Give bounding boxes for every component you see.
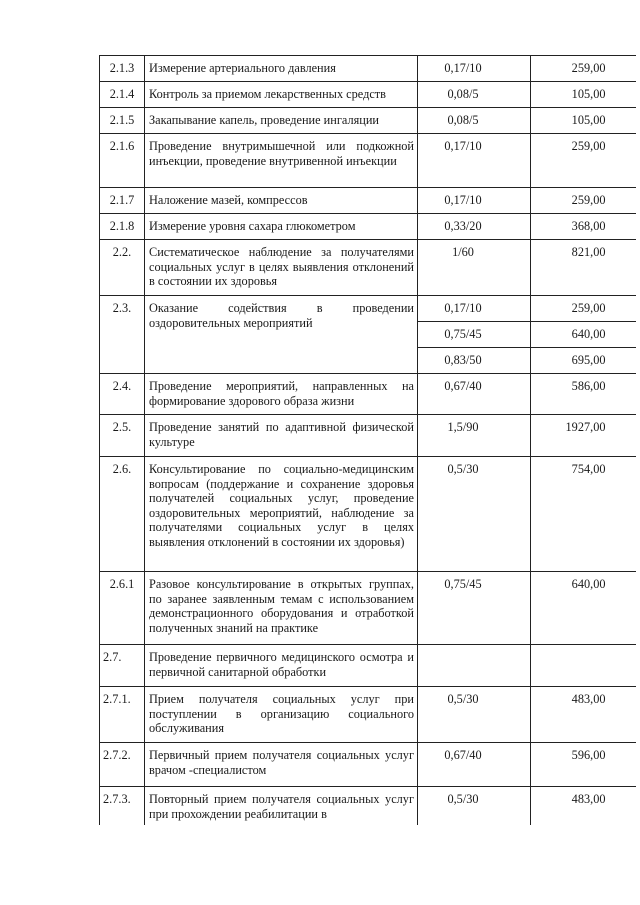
- service-price: 586,00: [531, 374, 636, 415]
- row-number: 2.1.3: [100, 56, 145, 82]
- service-description: Измерение уровня сахара глюкометром: [145, 214, 418, 240]
- service-time: 1,5/90: [418, 415, 531, 457]
- row-number: 2.1.6: [100, 134, 145, 188]
- service-price: 1927,00: [531, 415, 636, 457]
- service-price: 105,00: [531, 82, 636, 108]
- service-price: 596,00: [531, 743, 636, 787]
- service-time: 0,17/10: [418, 188, 531, 214]
- service-time: 0,75/45: [418, 322, 531, 348]
- service-description: Консультирование по социально-медицинским вопросам (поддержание и сохранение здоровья получателей социальных услуг, проведение оздоровительных мероприятий, наблюдение за получателями социальных услуг в целях выявления отклонений в состоянии их здоровья): [145, 457, 418, 572]
- table-row: [100, 240, 636, 296]
- table-row: [100, 787, 636, 825]
- service-time: 0,83/50: [418, 348, 531, 374]
- row-number: 2.7.3.: [100, 787, 145, 825]
- service-time: 0,08/5: [418, 108, 531, 134]
- row-number: 2.7.2.: [100, 743, 145, 787]
- table-row: [100, 374, 636, 415]
- service-description: Оказание содействия в проведении оздоровительных мероприятий: [145, 296, 418, 374]
- row-number: 2.3.: [100, 296, 145, 374]
- row-number: 2.1.4: [100, 82, 145, 108]
- service-price: 483,00: [531, 787, 636, 825]
- service-time: 0,17/10: [418, 134, 531, 188]
- service-price: [531, 645, 636, 687]
- service-description: Измерение артериального давления: [145, 56, 418, 82]
- row-number: 2.5.: [100, 415, 145, 457]
- service-time: 0,67/40: [418, 374, 531, 415]
- service-description: Проведение внутримышечной или подкожной инъекции, проведение внутривенной инъекции: [145, 134, 418, 188]
- row-number: 2.4.: [100, 374, 145, 415]
- service-price: 821,00: [531, 240, 636, 296]
- service-description: Контроль за приемом лекарственных средств: [145, 82, 418, 108]
- service-price: 640,00: [531, 322, 636, 348]
- service-time: 0,67/40: [418, 743, 531, 787]
- service-description: Наложение мазей, компрессов: [145, 188, 418, 214]
- service-description: Проведение мероприятий, направленных на формирование здорового образа жизни: [145, 374, 418, 415]
- service-price: 259,00: [531, 296, 636, 322]
- service-description: Повторный прием получателя социальных услуг при прохождении реабилитации в: [145, 787, 418, 825]
- table-row: [100, 457, 636, 572]
- table-row: [100, 134, 636, 188]
- service-time: 0,75/45: [418, 572, 531, 645]
- row-number: 2.6.: [100, 457, 145, 572]
- table-row: [100, 572, 636, 645]
- table-row: [100, 645, 636, 687]
- services-table: [99, 55, 636, 825]
- row-number: 2.7.1.: [100, 687, 145, 743]
- service-price: 483,00: [531, 687, 636, 743]
- service-description: Прием получателя социальных услуг при поступлении в организацию социального обслуживания: [145, 687, 418, 743]
- service-description: Закапывание капель, проведение ингаляции: [145, 108, 418, 134]
- table-row: [100, 687, 636, 743]
- table-row: [100, 296, 636, 322]
- table-row: [100, 415, 636, 457]
- service-time: 1/60: [418, 240, 531, 296]
- service-time: 0,5/30: [418, 457, 531, 572]
- table-row: [100, 214, 636, 240]
- row-number: 2.1.8: [100, 214, 145, 240]
- service-price: 695,00: [531, 348, 636, 374]
- service-price: 259,00: [531, 188, 636, 214]
- service-time: 0,33/20: [418, 214, 531, 240]
- table-row: [100, 56, 636, 82]
- service-price: 259,00: [531, 56, 636, 82]
- service-time: [418, 645, 531, 687]
- service-price: 259,00: [531, 134, 636, 188]
- table-row: [100, 743, 636, 787]
- service-price: 640,00: [531, 572, 636, 645]
- service-time: 0,08/5: [418, 82, 531, 108]
- row-number: 2.2.: [100, 240, 145, 296]
- service-description: Первичный прием получателя социальных услуг врачом -специалистом: [145, 743, 418, 787]
- row-number: 2.6.1: [100, 572, 145, 645]
- service-description: Систематическое наблюдение за получателями социальных услуг в целях выявления отклонений в состоянии их здоровья: [145, 240, 418, 296]
- service-price: 754,00: [531, 457, 636, 572]
- table-row: [100, 82, 636, 108]
- service-time: 0,5/30: [418, 787, 531, 825]
- row-number: 2.1.5: [100, 108, 145, 134]
- service-price: 105,00: [531, 108, 636, 134]
- row-number: 2.7.: [100, 645, 145, 687]
- service-time: 0,17/10: [418, 56, 531, 82]
- table-row: [100, 108, 636, 134]
- service-time: 0,17/10: [418, 296, 531, 322]
- table-row: [100, 188, 636, 214]
- service-time: 0,5/30: [418, 687, 531, 743]
- service-description: Проведение первичного медицинского осмотра и первичной санитарной обработки: [145, 645, 418, 687]
- service-description: Разовое консультирование в открытых группах, по заранее заявленным темам с использованием демонстрационного оборудования и отработкой полученных знаний на практике: [145, 572, 418, 645]
- service-price: 368,00: [531, 214, 636, 240]
- service-description: Проведение занятий по адаптивной физической культуре: [145, 415, 418, 457]
- row-number: 2.1.7: [100, 188, 145, 214]
